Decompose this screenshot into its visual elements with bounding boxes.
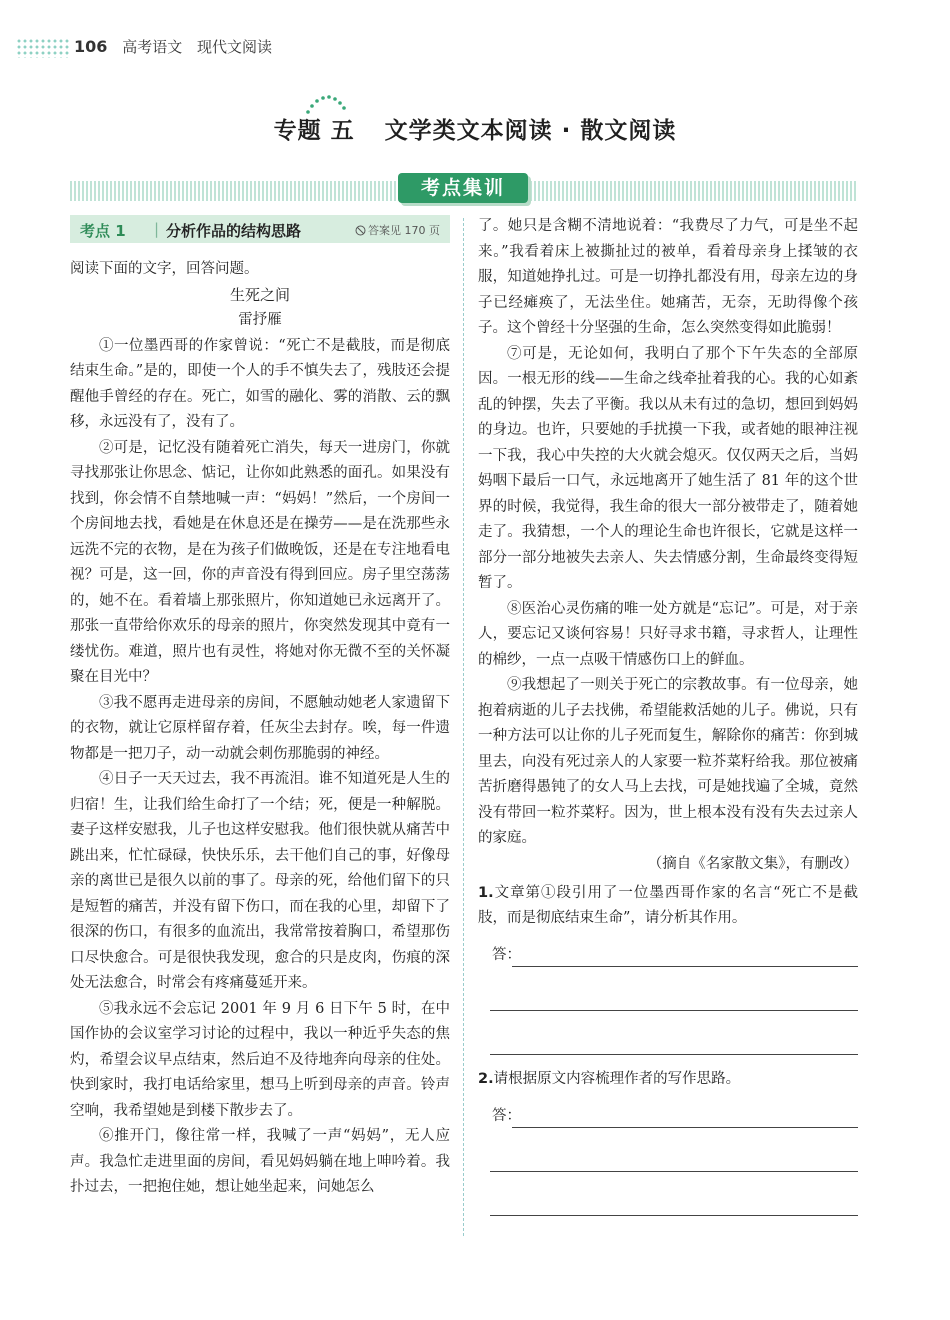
topic-number: 专题 五 (273, 118, 355, 144)
answer-line[interactable] (478, 1019, 858, 1063)
reading-instruction: 阅读下面的文字，回答问题。 (70, 261, 259, 277)
no-entry-icon (355, 225, 366, 236)
answer-label: 答： (492, 947, 521, 963)
topic-heading (0, 112, 950, 145)
question-2 (478, 1067, 858, 1092)
page-number: 106 (74, 37, 108, 56)
answer-line[interactable] (478, 975, 858, 1019)
article-author: 雷抒雁 (238, 312, 282, 328)
answer-reference-text: 答案见 170 页 (368, 224, 440, 237)
answer-line[interactable] (478, 1180, 858, 1224)
book-title: 高考语文 (122, 38, 183, 56)
article-source: （摘自《名家散文集》，有删改） (647, 855, 858, 872)
section-banner: 考点集训 (398, 173, 528, 203)
paragraph: ⑧医治心灵伤痛的唯一处方就是“忘记”。可是，对于亲人，要忘记又谈何容易！只好寻求书籍，寻求哲人，让理性的棉纱，一点一点吸干情感伤口上的鲜血。 (478, 600, 858, 668)
kaodian-number: 考点 1 (80, 222, 126, 240)
kaodian-title: 分析作品的结构思路 (166, 222, 302, 240)
kaodian-bar (70, 215, 450, 243)
right-column (478, 214, 858, 1224)
kaodian-separator: | (154, 220, 160, 238)
paragraph: ②可是，记忆没有随着死亡消失，每天一进房门，你就寻找那张让你思念、惦记，让你如此熟悉的面孔。如果没有找到，你会情不自禁地喊一声：“妈妈！”然后，一个房间一个房间地去找，看她是在休息还是在操劳——是在洗那些永远洗不完的衣物，是在为孩子们做晚饭，还是在专注地看电视？可是，这一回，你的声音没有得到回应。房子里空荡荡的，她不在。看着墙上那张照片，你知道她已永远离开了。那张一直带给你欢乐的母亲的照片，你突然发现其中竟有一缕忧伤。难道，照片也有灵性，将她对你无微不至的关怀凝聚在目光中？ (70, 439, 450, 685)
answer-line[interactable] (478, 1092, 858, 1136)
topic-title: 文学类文本阅读 · 散文阅读 (384, 118, 677, 144)
question-text: 请根据原文内容梳理作者的写作思路。 (493, 1071, 741, 1087)
header-decoration-dots (16, 38, 70, 58)
question-text: 文章第①段引用了一位墨西哥作家的名言“死亡不是截肢，而是彻底结束生命”，请分析其作用。 (478, 885, 858, 926)
answer-label: 答： (492, 1108, 521, 1124)
left-column (70, 257, 450, 1201)
question-number: 2. (478, 1071, 494, 1087)
paragraph: ③我不愿再走进母亲的房间，不愿触动她老人家遗留下的衣物，就让它原样留存着，任灰尘去封存。唉，每一件遗物都是一把刀子，动一动就会刺伤那脆弱的神经。 (70, 694, 450, 762)
question-1 (478, 881, 858, 931)
column-divider (463, 218, 464, 1236)
answer-line[interactable] (478, 931, 858, 975)
paragraph-continuation: 了。她只是含糊不清地说着：“我费尽了力气，可是坐不起来。”我看着床上被撕扯过的被单，看着母亲身上揉皱的衣服，知道她挣扎过。可是一切挣扎都没有用，母亲左边的身子已经瘫痪了，无法坐住。她痛苦，无奈，无助得像个孩子。这个曾经十分坚强的生命，怎么突然变得如此脆弱！ (478, 218, 858, 336)
paragraph: ⑨我想起了一则关于死亡的宗教故事。有一位母亲，她抱着病逝的儿子去找佛，希望能救活她的儿子。佛说，只有一种方法可以让你的儿子死而复生，解除你的痛苦：你到城里去，向没有死过亲人的人家要一粒芥菜籽给我。那位被痛苦折磨得愚钝了的女人马上去找，可是她找遍了全城，竟然没有带回一粒芥菜籽。因为，世上根本没有没有失去过亲人的家庭。 (478, 677, 858, 846)
section-title: 现代文阅读 (196, 38, 272, 56)
answer-line[interactable] (478, 1136, 858, 1180)
article-title: 生死之间 (229, 285, 290, 304)
paragraph: ⑦可是，无论如何，我明白了那个下午失态的全部原因。一根无形的线——生命之线牵扯着我的心。我的心如紊乱的钟摆，失去了平衡。我以从未有过的急切，想回到妈妈的身边。也许，只要她的手扰摸一下我，或者她的眼神注视一下我，我心中失控的大火就会熄灭。仅仅两天之后，当妈妈咽下最后一口气，永远地离开了她生活了 81 年的这个世界的时候，我觉得，我生命的很大一部分被带走了，随着她走了。我猜想，一个人的理论生命也许很长，它就是这样一部分一部分地被失去亲人、失去情感分割，生命最终变得短暂了。 (478, 345, 858, 591)
paragraph: ⑤我永远不会忘记 2001 年 9 月 6 日下午 5 时，在中国作协的会议室学习讨论的过程中，我以一种近乎失态的焦灼，希望会议早点结束，然后迫不及待地奔向母亲的住处。快到家时，我打电话给家里，想马上听到母亲的声音。铃声空响，我希望她是到楼下散步去了。 (70, 1000, 450, 1119)
paragraph: ①一位墨西哥的作家曾说：“死亡不是截肢，而是彻底结束生命。”是的，即使一个人的手不慎失去了，残肢还会提醒他手曾经的存在。死亡，如雪的融化、雾的消散、云的飘移，永远没有了，没有了。 (70, 337, 450, 430)
question-number: 1. (478, 885, 494, 901)
answer-reference (355, 222, 440, 238)
paragraph: ⑥推开门，像往常一样，我喊了一声“妈妈”，无人应声。我急忙走进里面的房间，看见妈妈躺在地上呻吟着。我扑过去，一把抱住她，想让她坐起来，问她怎么 (70, 1128, 450, 1195)
paragraph: ④日子一天天过去，我不再流泪。谁不知道死是人生的归宿！生，让我们给生命打了一个结；死，便是一种解脱。妻子这样安慰我，儿子也这样安慰我。他们很快就从痛苦中跳出来，忙忙碌碌，快快乐乐，去干他们自己的事，好像母亲的离世已是很久以前的事了。母亲的死，给他们留下的只是短暂的痛苦，并没有留下伤口，而在我的心里，却留下了很深的伤口，有很多的血流出，我常常按着胸口，希望那伤口尽快愈合。可是很快我发现，愈合的只是皮肉，伤痕的深处无法愈合，时常会有疼痛蔓延开来。 (70, 771, 450, 991)
running-header (74, 36, 272, 57)
